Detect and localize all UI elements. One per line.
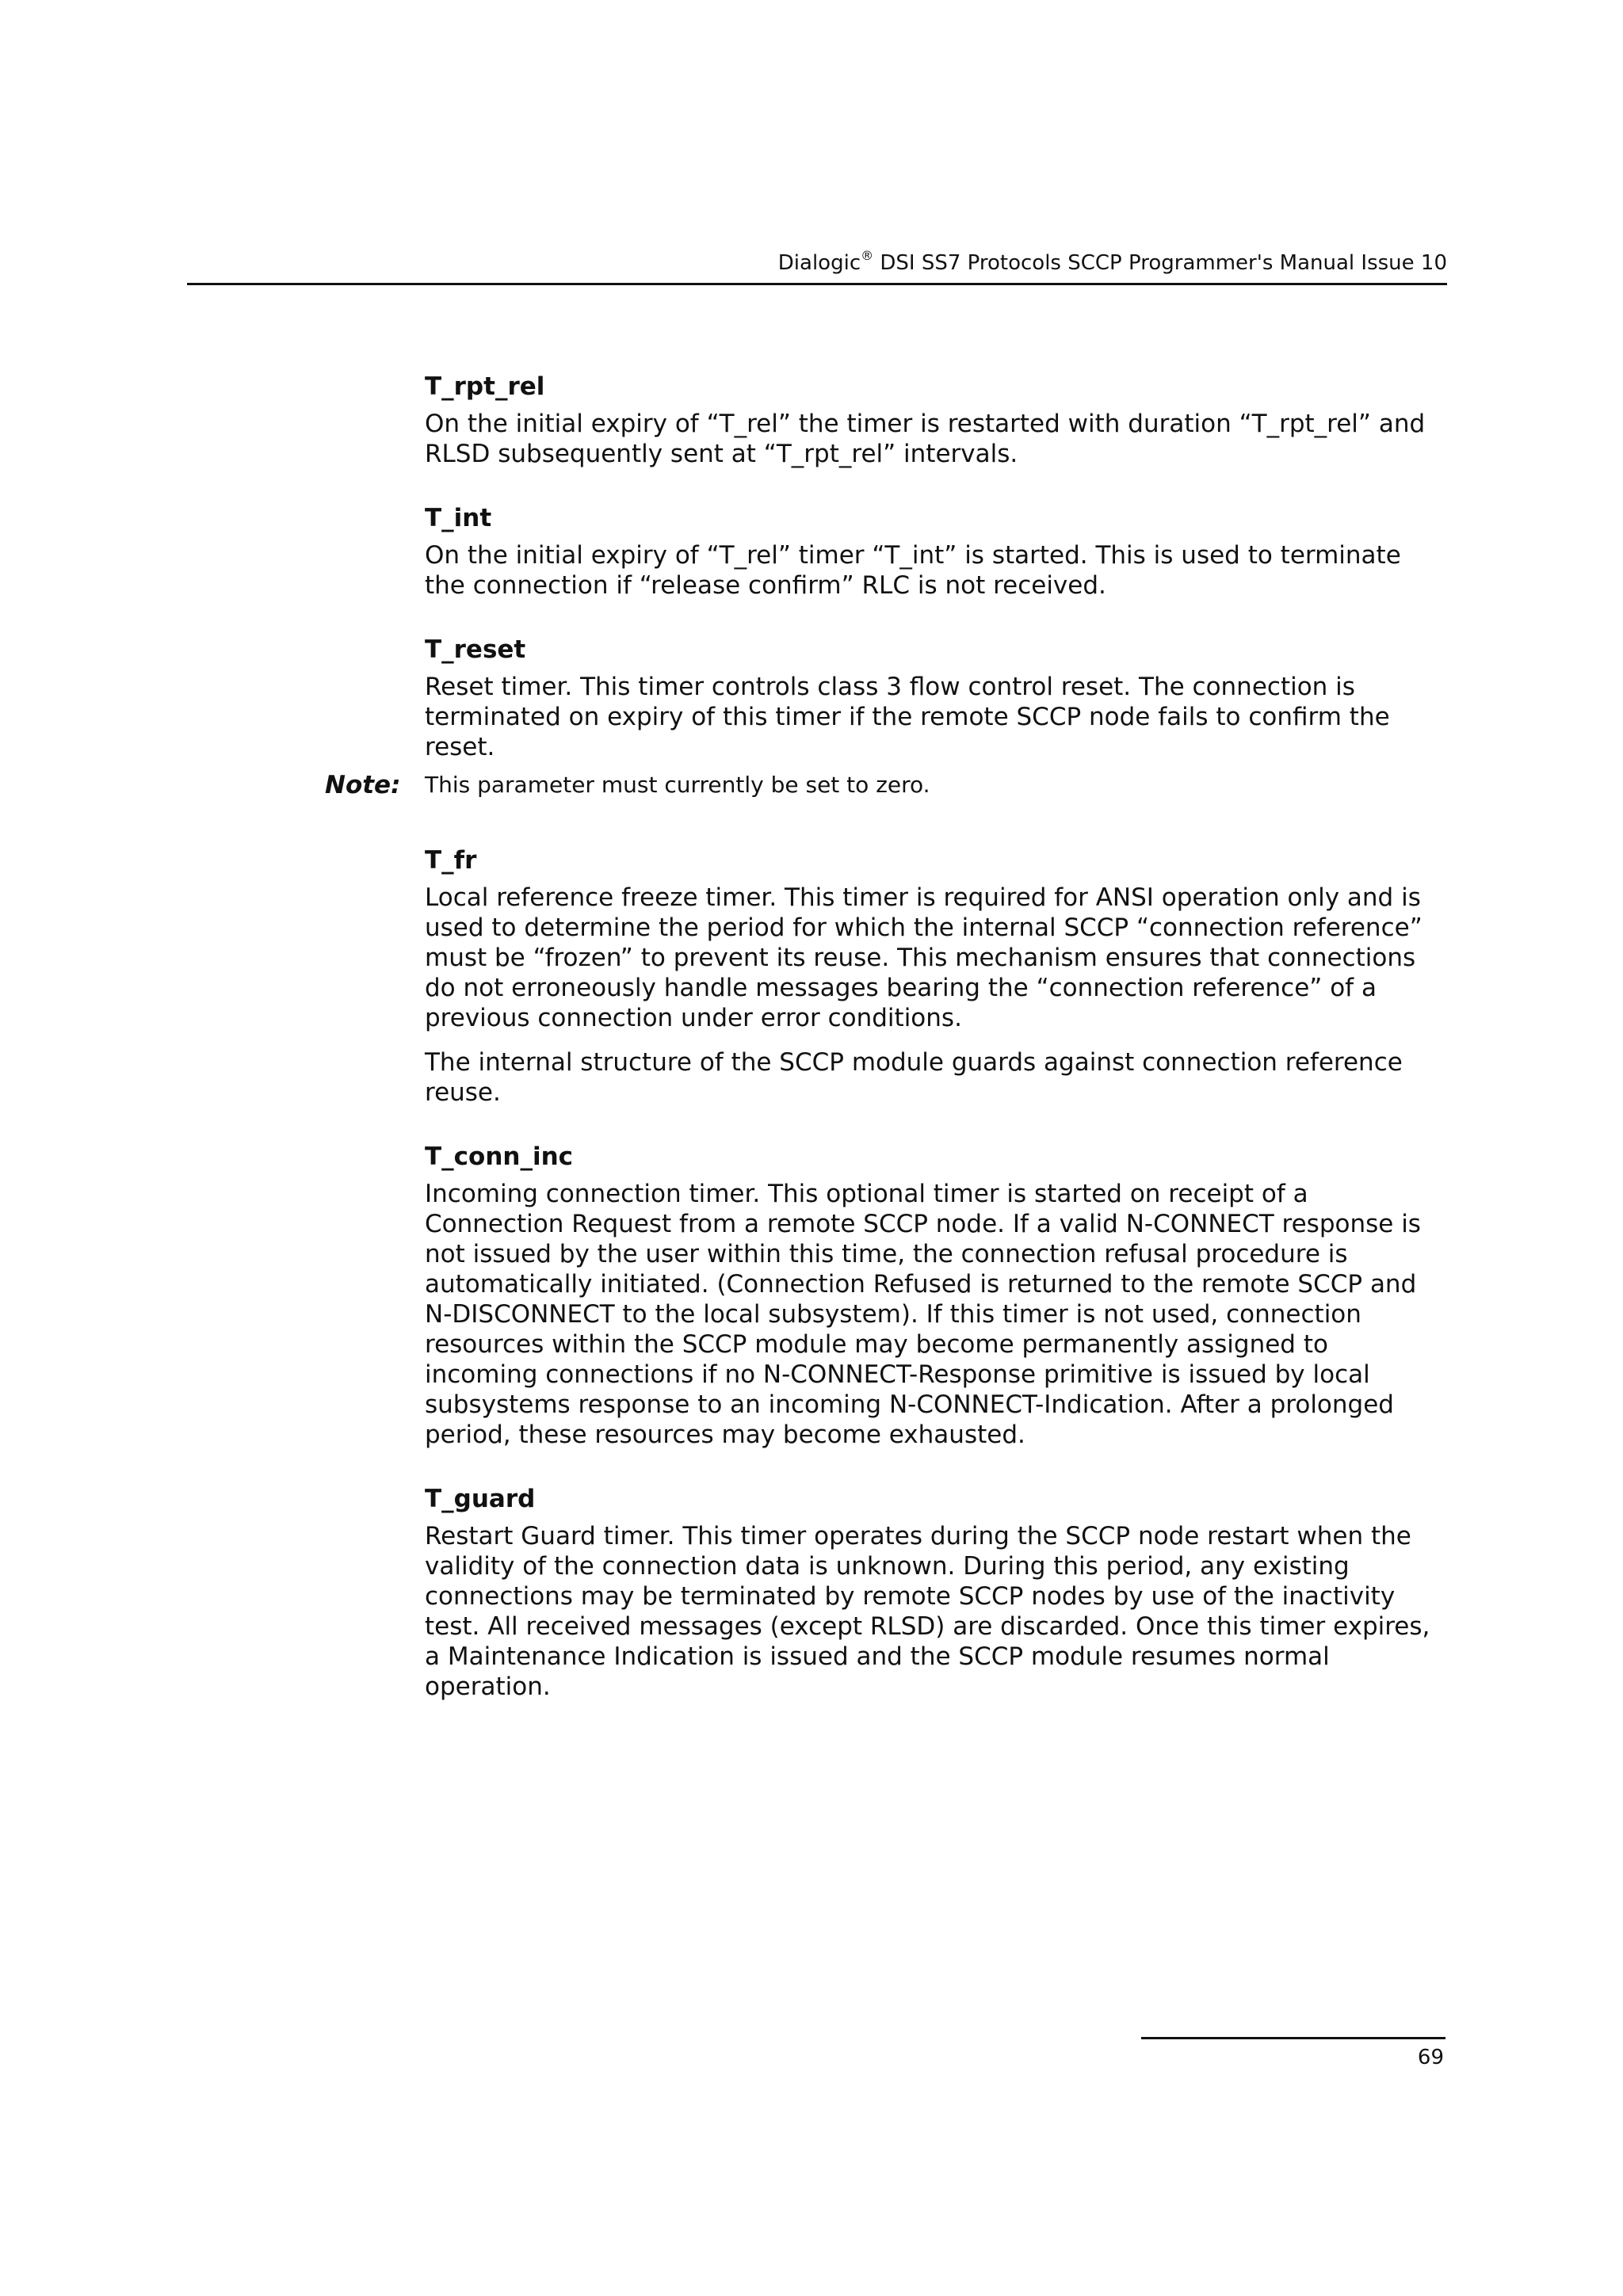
section-title: T_guard xyxy=(425,1485,536,1513)
note xyxy=(325,770,1447,800)
section-paragraph: Restart Guard timer. This timer operates during the SCCP node restart when the validity of the connection data is unknown. During this period, any existing connections may be terminated by remote SCCP nodes by use of the inactivity test. All received messages (except RLSD) are discarded. Once this timer expires, a Maintenance Indication is issued and the SCCP module resumes normal operation. xyxy=(425,1522,1430,1701)
section-t-conn-inc xyxy=(425,1141,1447,1450)
section-t-guard xyxy=(425,1483,1447,1702)
section-paragraph: Reset timer. This timer controls class 3 flow control reset. The connection is terminated on expiry of this timer if the remote SCCP node fails to confirm the reset. xyxy=(425,673,1390,761)
section-t-fr xyxy=(425,845,1447,1108)
page-number: 69 xyxy=(1417,2046,1444,2069)
page-content xyxy=(325,371,1447,1735)
section-paragraph: The internal structure of the SCCP module guards against connection reference reuse. xyxy=(425,1048,1403,1107)
registered-mark: ® xyxy=(861,248,874,263)
section-t-reset xyxy=(425,634,1447,762)
section-title: T_reset xyxy=(425,635,526,664)
section-title: T_int xyxy=(425,504,492,532)
header-title: DSI SS7 Protocols SCCP Programmer's Manual Issue 10 xyxy=(873,251,1447,275)
note-label: Note: xyxy=(325,771,401,799)
note-text: This parameter must currently be set to zero. xyxy=(425,772,930,798)
section-paragraph: Incoming connection timer. This optional timer is started on receipt of a Connection Request from a remote SCCP node. If a valid N-CONNECT response is not issued by the user within this time, the connection refusal procedure is automatically initiated. (Connection Refused is returned to the remote SCCP and N-DISCONNECT to the local subsystem). If this timer is not used, connection resources within the SCCP module may become permanently assigned to incoming connections if no N-CONNECT-Response primitive is issued by local subsystems response to an incoming N-CONNECT-Indication. After a prolonged period, these resources may become exhausted. xyxy=(425,1180,1421,1449)
section-paragraph: On the initial expiry of “T_rel” timer “T_int” is started. This is used to terminate the connection if “release confirm” RLC is not received. xyxy=(425,541,1401,600)
header-brand: Dialogic xyxy=(777,251,861,275)
header-rule xyxy=(187,283,1447,285)
section-title: T_fr xyxy=(425,846,477,875)
running-header xyxy=(778,249,1447,277)
section-t-rpt-rel xyxy=(425,371,1447,469)
section-title: T_rpt_rel xyxy=(425,372,545,401)
footer-rule xyxy=(1141,2037,1445,2039)
section-title: T_conn_inc xyxy=(425,1142,574,1171)
section-t-int xyxy=(425,502,1447,601)
section-paragraph: On the initial expiry of “T_rel” the timer is restarted with duration “T_rpt_rel” and RLSD subsequently sent at “T_rpt_rel” intervals. xyxy=(425,410,1426,468)
section-paragraph: Local reference freeze timer. This timer is required for ANSI operation only and is used to determine the period for which the internal SCCP “connection reference” must be “frozen” to prevent its reuse. This mechanism ensures that connections do not erroneously handle messages bearing the “connection reference” of a previous connection under error conditions. xyxy=(425,883,1423,1032)
